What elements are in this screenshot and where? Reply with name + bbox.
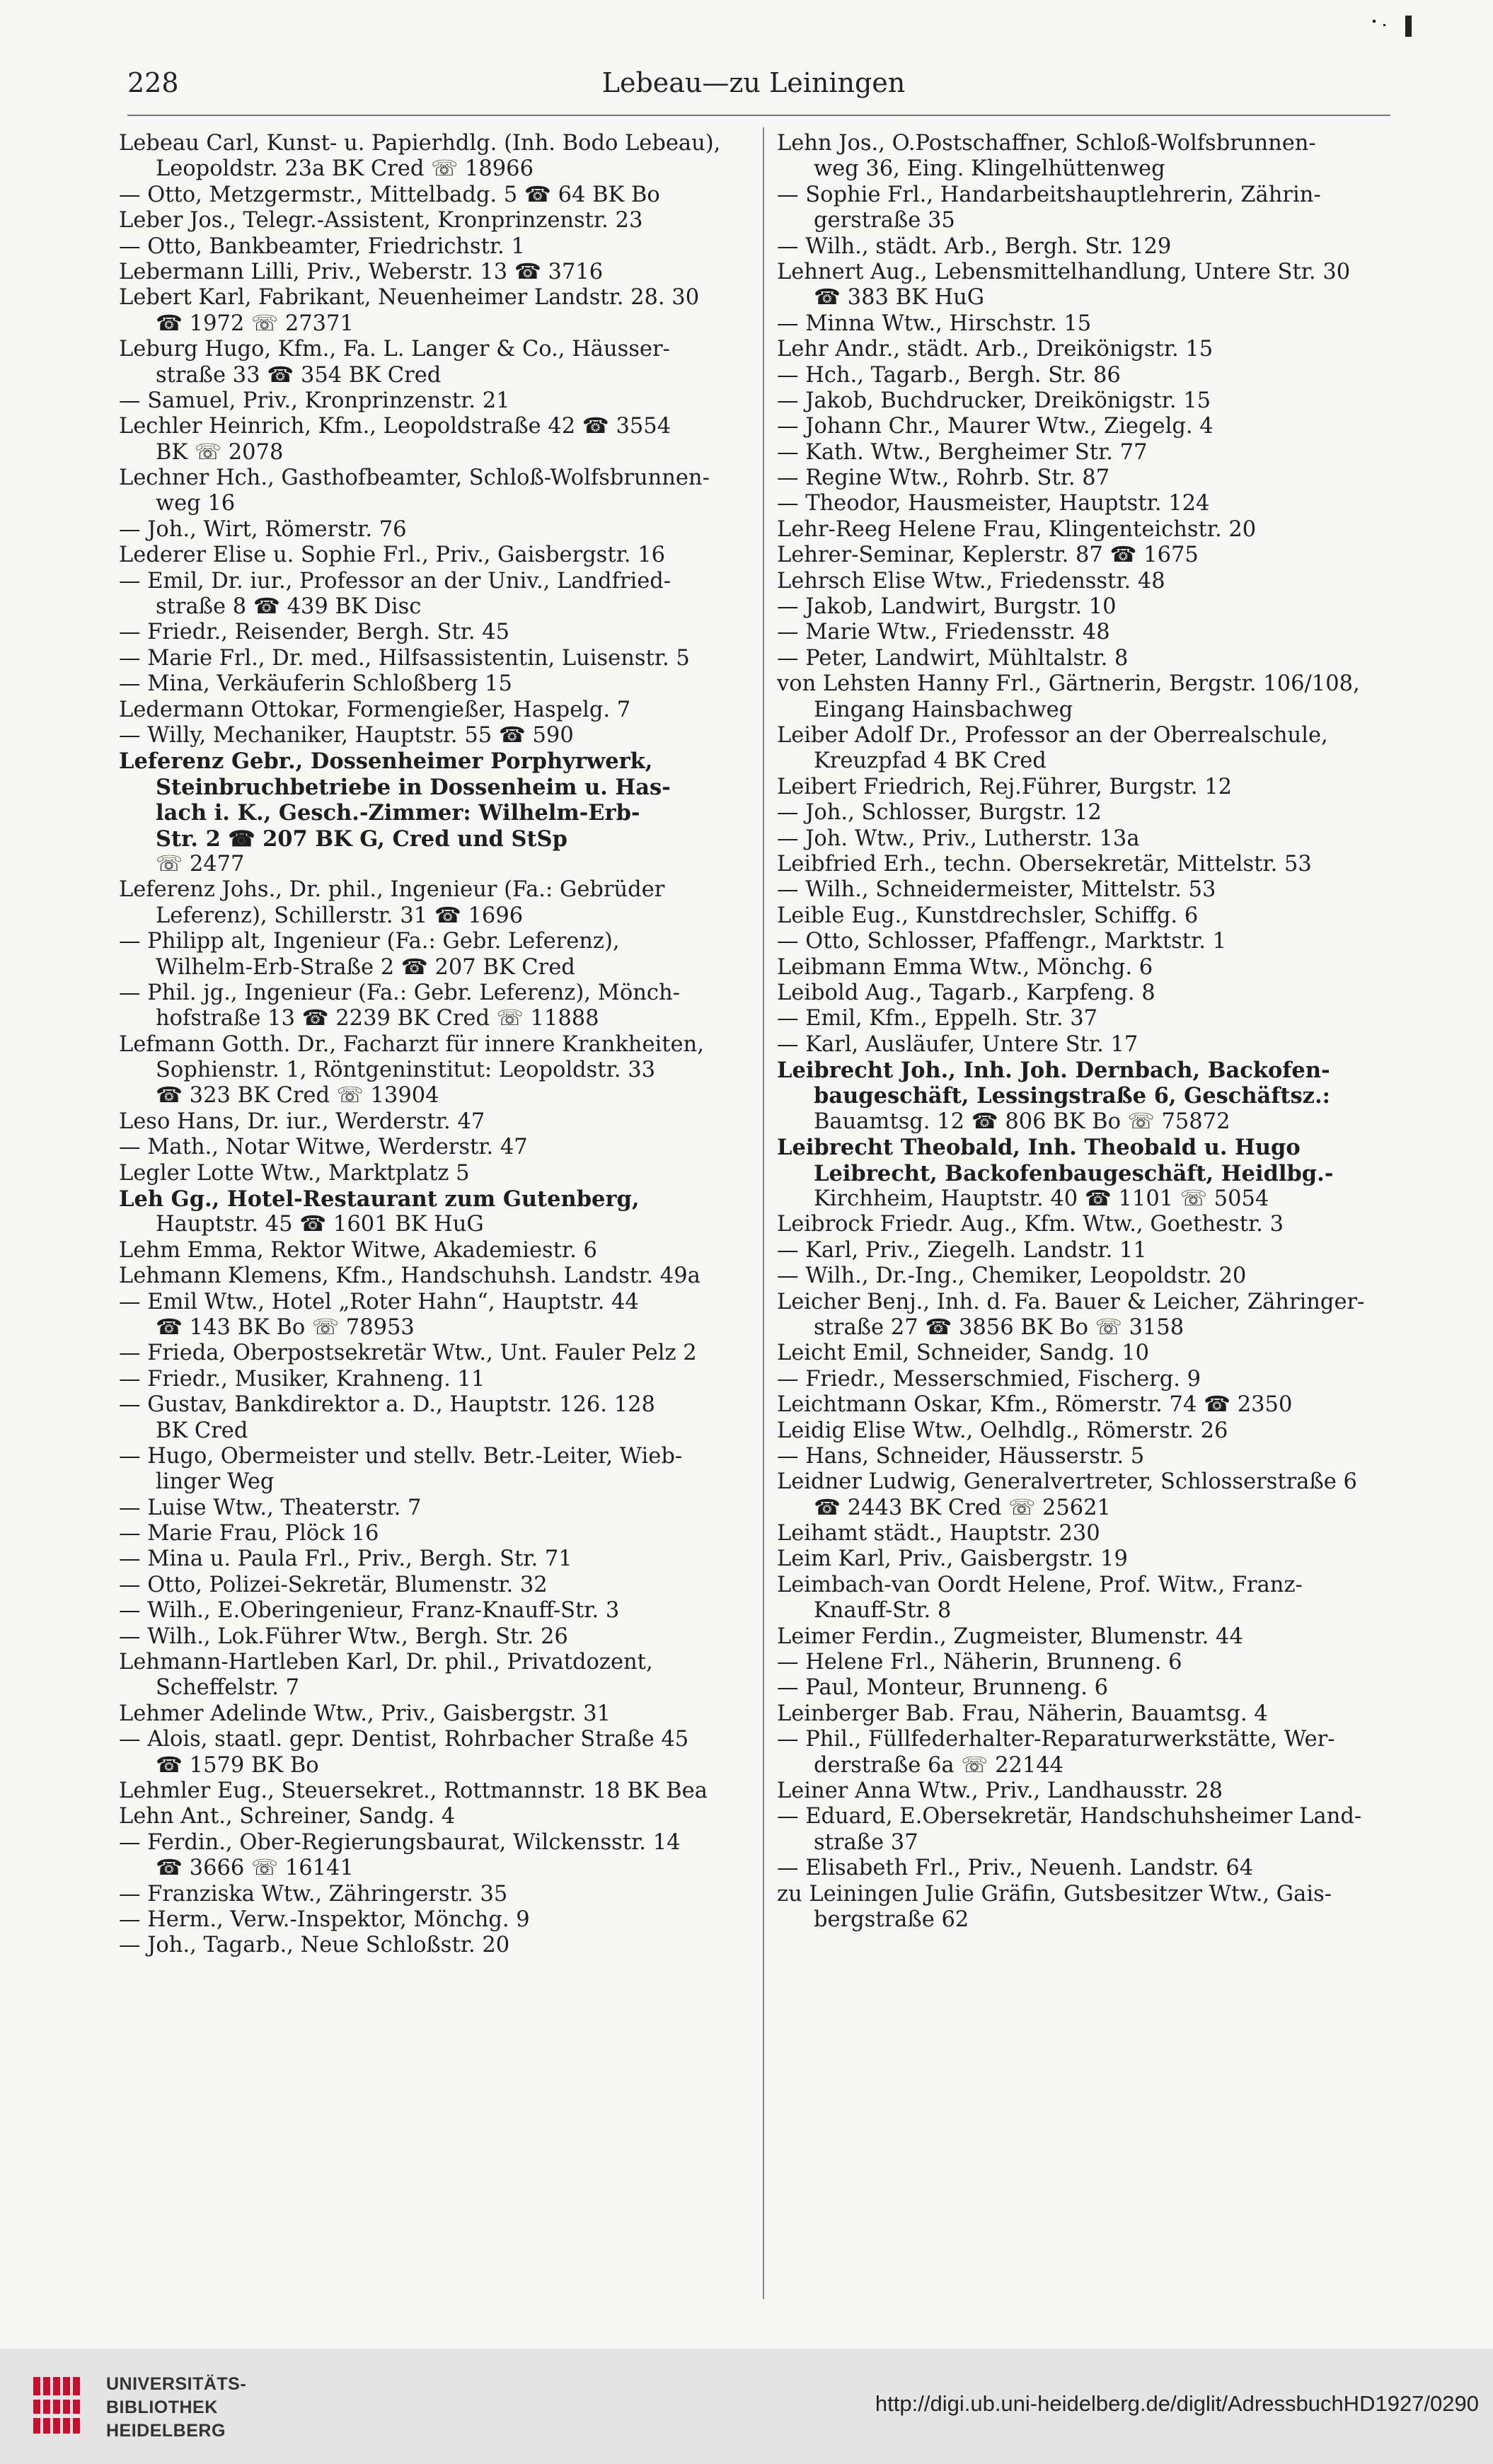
- directory-entry-line: Scheffelstr. 7: [156, 1675, 300, 1701]
- scan-speck: [1383, 24, 1385, 26]
- directory-entry-line: — Jakob, Landwirt, Burgstr. 10: [777, 594, 1117, 620]
- directory-entry-line: Leferenz), Schillerstr. 31 ☎ 1696: [156, 903, 524, 928]
- directory-entry-line: Leinberger Bab. Frau, Näherin, Bauamtsg. 4: [777, 1701, 1268, 1726]
- directory-entry-line: Bauamtsg. 12 ☎ 806 BK Bo ☏ 75872: [814, 1109, 1230, 1134]
- directory-entry-line: — Alois, staatl. gepr. Dentist, Rohrbacher Straße 45: [119, 1727, 689, 1752]
- directory-entry-line: Leichtmann Oskar, Kfm., Römerstr. 74 ☎ 2350: [777, 1392, 1293, 1418]
- directory-entry-line: — Math., Notar Witwe, Werderstr. 47: [119, 1135, 528, 1160]
- directory-entry-line: ☎ 143 BK Bo ☏ 78953: [156, 1314, 415, 1340]
- directory-entry-line: Leidig Elise Wtw., Oelhdlg., Römerstr. 26: [777, 1418, 1228, 1443]
- document-url[interactable]: http://digi.ub.uni-heidelberg.de/diglit/AdressbuchHD1927/0290: [875, 2391, 1479, 2416]
- library-name-line: UNIVERSITÄTS-: [106, 2374, 247, 2394]
- scan-speck: [1373, 20, 1376, 23]
- directory-entry-line: Leimbach-van Oordt Helene, Prof. Witw., Franz-: [777, 1572, 1303, 1597]
- directory-entry-line: — Phil., Füllfederhalter-Reparaturwerkstätte, Wer-: [777, 1727, 1335, 1752]
- directory-entry-line: — Peter, Landwirt, Mühltalstr. 8: [777, 645, 1129, 671]
- directory-entry-line: Wilhelm-Erb-Straße 2 ☎ 207 BK Cred: [156, 954, 575, 980]
- directory-entry-line: — Karl, Priv., Ziegelh. Landstr. 11: [777, 1237, 1147, 1263]
- directory-entry-line: — Wilh., städt. Arb., Bergh. Str. 129: [777, 233, 1172, 259]
- directory-entry-line: Leferenz Gebr., Dossenheimer Porphyrwerk,: [119, 748, 653, 775]
- directory-entry-line: weg 36, Eing. Klingelhüttenweg: [814, 156, 1165, 182]
- directory-entry-line: Leidner Ludwig, Generalvertreter, Schlosserstraße 6: [777, 1469, 1357, 1495]
- directory-entry-line: — Hugo, Obermeister und stellv. Betr.-Leiter, Wieb-: [119, 1443, 683, 1469]
- directory-entry-line: — Franziska Wtw., Zähringerstr. 35: [119, 1881, 508, 1907]
- directory-entry-line: linger Weg: [156, 1469, 275, 1495]
- directory-entry-line: — Johann Chr., Maurer Wtw., Ziegelg. 4: [777, 414, 1214, 439]
- directory-entry-line: Steinbruchbetriebe in Dossenheim u. Has-: [156, 774, 671, 800]
- page-header: [127, 67, 1380, 110]
- directory-entry-line: — Mina u. Paula Frl., Priv., Bergh. Str. 71: [119, 1546, 572, 1572]
- directory-entry-line: von Lehsten Hanny Frl., Gärtnerin, Bergstr. 106/108,: [777, 671, 1360, 697]
- directory-entry-line: Lehn Ant., Schreiner, Sandg. 4: [119, 1804, 456, 1829]
- right-column: [777, 131, 1414, 1933]
- directory-entry-line: — Eduard, E.Obersekretär, Handschuhsheimer Land-: [777, 1804, 1362, 1829]
- directory-entry-line: — Jakob, Buchdrucker, Dreikönigstr. 15: [777, 388, 1211, 413]
- directory-entry-line: — Willy, Mechaniker, Hauptstr. 55 ☎ 590: [119, 722, 574, 748]
- directory-entry-line: BK ☏ 2078: [156, 439, 284, 465]
- directory-entry-line: Leburg Hugo, Kfm., Fa. L. Langer & Co., Häusser-: [119, 337, 670, 362]
- directory-entry-line: straße 8 ☎ 439 BK Disc: [156, 594, 422, 620]
- directory-entry-line: Knauff-Str. 8: [814, 1598, 952, 1624]
- directory-entry-line: Lehrer-Seminar, Keplerstr. 87 ☎ 1675: [777, 543, 1199, 568]
- library-name-line: HEIDELBERG: [106, 2421, 226, 2441]
- directory-entry-line: Lechner Hch., Gasthofbeamter, Schloß-Wolfsbrunnen-: [119, 465, 710, 491]
- column-divider: [763, 127, 764, 2299]
- directory-entry-line: Leber Jos., Telegr.-Assistent, Kronprinzenstr. 23: [119, 208, 643, 233]
- directory-entry-line: Lehrsch Elise Wtw., Friedensstr. 48: [777, 568, 1165, 594]
- directory-entry-line: — Marie Frau, Plöck 16: [119, 1521, 379, 1546]
- directory-entry-line: Sophienstr. 1, Röntgeninstitut: Leopoldstr. 33: [156, 1058, 655, 1083]
- directory-entry-line: Leibrecht Joh., Inh. Joh. Dernbach, Backofen-: [777, 1058, 1330, 1084]
- directory-entry-line: Str. 2 ☎ 207 BK G, Cred und StSp: [156, 826, 567, 852]
- directory-entry-line: ☎ 2443 BK Cred ☏ 25621: [814, 1495, 1111, 1520]
- directory-entry-line: Leopoldstr. 23a BK Cred ☏ 18966: [156, 156, 534, 182]
- directory-entry-line: Hauptstr. 45 ☎ 1601 BK HuG: [156, 1212, 484, 1237]
- directory-entry-line: — Herm., Verw.-Inspektor, Mönchg. 9: [119, 1907, 530, 1932]
- directory-entry-line: Leible Eug., Kunstdrechsler, Schiffg. 6: [777, 903, 1199, 928]
- directory-entry-line: straße 27 ☎ 3856 BK Bo ☏ 3158: [814, 1314, 1184, 1340]
- library-name: [106, 2373, 246, 2443]
- directory-entry-line: — Otto, Schlosser, Pfaffengr., Marktstr. 1: [777, 929, 1227, 954]
- directory-entry-line: zu Leiningen Julie Gräfin, Gutsbesitzer Wtw., Gais-: [777, 1881, 1332, 1907]
- directory-entry-line: Lederer Elise u. Sophie Frl., Priv., Gaisbergstr. 16: [119, 543, 666, 568]
- directory-entry-line: — Wilh., Schneidermeister, Mittelstr. 53: [777, 877, 1216, 903]
- directory-entry-line: ☎ 1972 ☏ 27371: [156, 311, 354, 336]
- directory-entry-line: ☎ 3666 ☏ 16141: [156, 1856, 354, 1881]
- directory-entry-line: — Sophie Frl., Handarbeitshauptlehrerin, Zährin-: [777, 182, 1321, 207]
- directory-entry-line: Lehmann-Hartleben Karl, Dr. phil., Privatdozent,: [119, 1650, 653, 1675]
- directory-entry-line: ☎ 323 BK Cred ☏ 13904: [156, 1083, 439, 1109]
- directory-entry-line: Leibrecht, Backofenbaugeschäft, Heidlbg.-: [814, 1160, 1334, 1186]
- directory-entry-line: Lehmann Klemens, Kfm., Handschuhsh. Landstr. 49a: [119, 1263, 701, 1289]
- directory-entry-line: — Otto, Metzgermstr., Mittelbadg. 5 ☎ 64 BK Bo: [119, 182, 660, 207]
- directory-entry-line: Lehr Andr., städt. Arb., Dreikönigstr. 15: [777, 337, 1214, 362]
- directory-entry-line: Leibert Friedrich, Rej.Führer, Burgstr. 12: [777, 774, 1233, 799]
- left-column: [119, 131, 749, 1959]
- directory-entry-line: weg 16: [156, 491, 236, 516]
- directory-entry-line: — Philipp alt, Ingenieur (Fa.: Gebr. Leferenz),: [119, 929, 620, 954]
- directory-entry-line: Lebert Karl, Fabrikant, Neuenheimer Landstr. 28. 30: [119, 285, 700, 311]
- directory-entry-line: — Wilh., Dr.-Ing., Chemiker, Leopoldstr. 20: [777, 1263, 1247, 1289]
- directory-entry-line: Leibold Aug., Tagarb., Karpfeng. 8: [777, 980, 1155, 1005]
- directory-entry-line: Leicher Benj., Inh. d. Fa. Bauer & Leicher, Zähringer-: [777, 1289, 1365, 1314]
- directory-entry-line: Lehnert Aug., Lebensmittelhandlung, Untere Str. 30: [777, 259, 1351, 284]
- directory-entry-line: gerstraße 35: [814, 208, 955, 233]
- directory-entry-line: — Minna Wtw., Hirschstr. 15: [777, 311, 1092, 336]
- library-name-line: BIBLIOTHEK: [106, 2398, 218, 2417]
- directory-entry-line: — Luise Wtw., Theaterstr. 7: [119, 1495, 422, 1520]
- directory-entry-line: — Friedr., Reisender, Bergh. Str. 45: [119, 620, 510, 645]
- directory-entry-line: Leicht Emil, Schneider, Sandg. 10: [777, 1341, 1150, 1366]
- directory-entry-line: Lehn Jos., O.Postschaffner, Schloß-Wolfsbrunnen-: [777, 131, 1316, 156]
- directory-entry-line: Leiber Adolf Dr., Professor an der Oberrealschule,: [777, 722, 1328, 748]
- directory-entry-line: — Marie Frl., Dr. med., Hilfsassistentin, Luisenstr. 5: [119, 645, 690, 671]
- directory-entry-line: — Hch., Tagarb., Bergh. Str. 86: [777, 362, 1121, 388]
- directory-entry-line: Leibfried Erh., techn. Obersekretär, Mittelstr. 53: [777, 851, 1312, 877]
- directory-entry-line: — Otto, Polizei-Sekretär, Blumenstr. 32: [119, 1572, 548, 1597]
- directory-entry-line: — Otto, Bankbeamter, Friedrichstr. 1: [119, 233, 525, 259]
- directory-entry-line: ☎ 1579 BK Bo: [156, 1752, 319, 1778]
- directory-entry-line: Leferenz Johs., Dr. phil., Ingenieur (Fa.: Gebrüder: [119, 877, 665, 903]
- directory-entry-line: BK Cred: [156, 1418, 248, 1443]
- directory-entry-line: Legler Lotte Wtw., Marktplatz 5: [119, 1160, 470, 1186]
- directory-entry-line: straße 37: [814, 1829, 918, 1855]
- directory-entry-line: — Elisabeth Frl., Priv., Neuenh. Landstr. 64: [777, 1856, 1254, 1881]
- directory-entry-line: Lehmer Adelinde Wtw., Priv., Gaisbergstr. 31: [119, 1701, 611, 1726]
- directory-entry-line: ☏ 2477: [156, 851, 245, 877]
- directory-entry-line: — Joh., Wirt, Römerstr. 76: [119, 516, 407, 542]
- directory-entry-line: — Karl, Ausläufer, Untere Str. 17: [777, 1031, 1139, 1057]
- directory-entry-line: — Kath. Wtw., Bergheimer Str. 77: [777, 439, 1148, 465]
- university-library-logo-icon: [32, 2374, 90, 2436]
- directory-entry-line: Leim Karl, Priv., Gaisbergstr. 19: [777, 1546, 1128, 1572]
- directory-entry-line: — Ferdin., Ober-Regierungsbaurat, Wilckensstr. 14: [119, 1829, 681, 1855]
- directory-entry-line: Leihamt städt., Hauptstr. 230: [777, 1521, 1100, 1546]
- directory-entry-line: — Gustav, Bankdirektor a. D., Hauptstr. 126. 128: [119, 1392, 655, 1418]
- running-head: Lebeau—zu Leiningen: [601, 67, 906, 98]
- directory-entry-line: — Emil, Kfm., Eppelh. Str. 37: [777, 1006, 1098, 1031]
- directory-entry-line: — Hans, Schneider, Häusserstr. 5: [777, 1443, 1145, 1469]
- directory-entry-line: Eingang Hainsbachweg: [814, 697, 1073, 722]
- directory-entry-line: Lefmann Gotth. Dr., Facharzt für innere Krankheiten,: [119, 1031, 704, 1057]
- directory-entry-line: — Phil. jg., Ingenieur (Fa.: Gebr. Leferenz), Mönch-: [119, 980, 680, 1005]
- viewer-footer: [0, 2349, 1493, 2464]
- directory-entry-line: — Regine Wtw., Rohrb. Str. 87: [777, 465, 1110, 491]
- directory-entry-line: — Emil, Dr. iur., Professor an der Univ., Landfried-: [119, 568, 671, 594]
- directory-entry-line: — Wilh., Lok.Führer Wtw., Bergh. Str. 26: [119, 1624, 568, 1649]
- directory-entry-line: Leiner Anna Wtw., Priv., Landhausstr. 28: [777, 1778, 1223, 1803]
- directory-entry-line: — Samuel, Priv., Kronprinzenstr. 21: [119, 388, 510, 413]
- directory-entry-line: Lehr-Reeg Helene Frau, Klingenteichstr. 20: [777, 516, 1257, 542]
- directory-entry-line: lach i. K., Gesch.-Zimmer: Wilhelm-Erb-: [156, 800, 640, 826]
- directory-entry-line: hofstraße 13 ☎ 2239 BK Cred ☏ 11888: [156, 1006, 599, 1031]
- directory-entry-line: Leibrecht Theobald, Inh. Theobald u. Hugo: [777, 1135, 1301, 1161]
- directory-entry-line: ☎ 383 BK HuG: [814, 285, 985, 311]
- directory-entry-line: Lehmler Eug., Steuersekret., Rottmannstr. 18 BK Bea: [119, 1778, 708, 1803]
- directory-entry-line: — Joh. Wtw., Priv., Lutherstr. 13a: [777, 826, 1140, 851]
- directory-entry-line: Leso Hans, Dr. iur., Werderstr. 47: [119, 1109, 485, 1134]
- directory-entry-line: Leh Gg., Hotel-Restaurant zum Gutenberg,: [119, 1186, 640, 1213]
- scan-mark: [1405, 16, 1412, 37]
- directory-entry-line: Leibmann Emma Wtw., Mönchg. 6: [777, 954, 1153, 980]
- directory-entry-line: — Theodor, Hausmeister, Hauptstr. 124: [777, 491, 1210, 516]
- directory-entry-line: — Mina, Verkäuferin Schloßberg 15: [119, 671, 512, 697]
- directory-entry-line: Leibrock Friedr. Aug., Kfm. Wtw., Goethestr. 3: [777, 1212, 1284, 1237]
- directory-entry-line: — Friedr., Musiker, Krahneng. 11: [119, 1366, 485, 1392]
- directory-entry-line: Lehm Emma, Rektor Witwe, Akademiestr. 6: [119, 1237, 597, 1263]
- directory-entry-line: — Emil Wtw., Hotel „Roter Hahn“, Hauptstr. 44: [119, 1289, 639, 1314]
- directory-entry-line: Ledermann Ottokar, Formengießer, Haspelg. 7: [119, 697, 631, 722]
- directory-entry-line: Leimer Ferdin., Zugmeister, Blumenstr. 44: [777, 1624, 1243, 1649]
- directory-entry-line: — Marie Wtw., Friedensstr. 48: [777, 620, 1110, 645]
- directory-entry-line: Kreuzpfad 4 BK Cred: [814, 748, 1047, 774]
- header-rule: [127, 115, 1390, 116]
- directory-entry-line: — Friedr., Messerschmied, Fischerg. 9: [777, 1366, 1201, 1392]
- directory-entry-line: — Joh., Schlosser, Burgstr. 12: [777, 800, 1102, 826]
- directory-entry-line: derstraße 6a ☏ 22144: [814, 1752, 1064, 1778]
- directory-entry-line: baugeschäft, Lessingstraße 6, Geschäftsz.:: [814, 1083, 1330, 1109]
- page-number: 228: [127, 67, 179, 98]
- directory-entry-line: Lebermann Lilli, Priv., Weberstr. 13 ☎ 3716: [119, 259, 604, 284]
- directory-entry-line: — Paul, Monteur, Brunneng. 6: [777, 1675, 1109, 1701]
- directory-entry-line: — Helene Frl., Näherin, Brunneng. 6: [777, 1650, 1182, 1675]
- directory-entry-line: bergstraße 62: [814, 1907, 969, 1932]
- directory-entry-line: — Frieda, Oberpostsekretär Wtw., Unt. Fauler Pelz 2: [119, 1341, 697, 1366]
- directory-entry-line: — Joh., Tagarb., Neue Schloßstr. 20: [119, 1933, 510, 1958]
- directory-entry-line: straße 33 ☎ 354 BK Cred: [156, 362, 442, 388]
- directory-entry-line: Kirchheim, Hauptstr. 40 ☎ 1101 ☏ 5054: [814, 1186, 1269, 1212]
- directory-entry-line: Lebeau Carl, Kunst- u. Papierhdlg. (Inh. Bodo Lebeau),: [119, 131, 721, 156]
- directory-entry-line: — Wilh., E.Oberingenieur, Franz-Knauff-Str. 3: [119, 1598, 620, 1624]
- directory-entry-line: Lechler Heinrich, Kfm., Leopoldstraße 42 ☎ 3554: [119, 414, 671, 439]
